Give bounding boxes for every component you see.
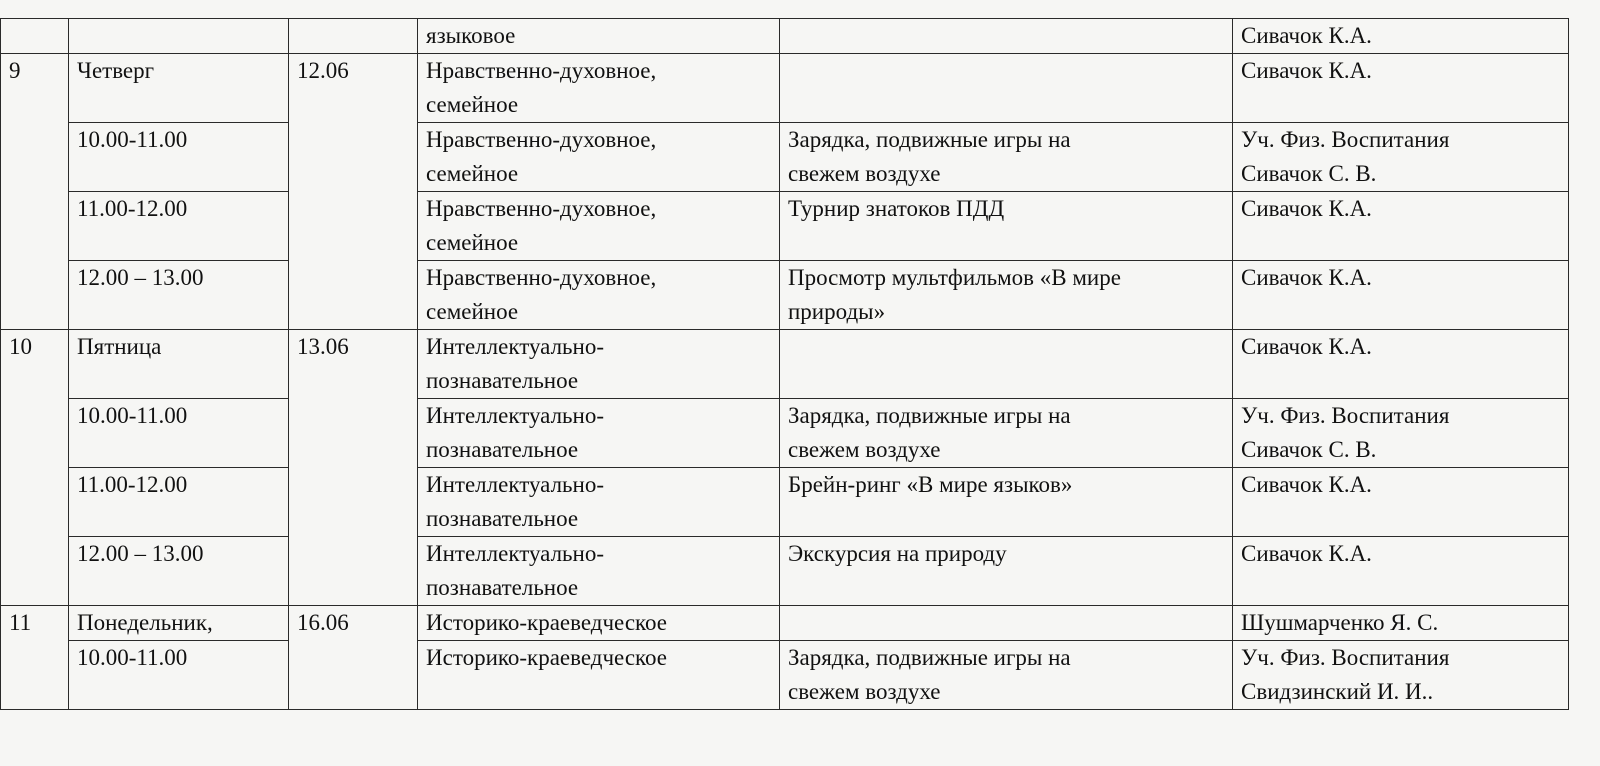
responsible-line: Уч. Физ. Воспитания bbox=[1241, 403, 1450, 428]
schedule-table-body bbox=[1, 19, 1569, 710]
direction-line: семейное bbox=[426, 92, 519, 117]
responsible-cell bbox=[1233, 261, 1569, 330]
date-cell: 12.06 bbox=[289, 54, 418, 123]
responsible-line: Сивачок С. В. bbox=[1241, 161, 1377, 186]
event-cell bbox=[780, 330, 1233, 399]
event-line: свежем воздухе bbox=[788, 679, 941, 704]
row-number-cell bbox=[1, 641, 69, 710]
day-time-cell: 11.00-12.00 bbox=[69, 468, 289, 537]
direction-line: Интеллектуально- bbox=[426, 403, 605, 428]
direction-line: Нравственно-духовное, bbox=[426, 196, 657, 221]
responsible-line: Шушмарченко Я. С. bbox=[1241, 610, 1439, 635]
responsible-cell bbox=[1233, 399, 1569, 468]
direction-cell bbox=[418, 468, 780, 537]
event-line: Зарядка, подвижные игры на bbox=[788, 645, 1071, 670]
responsible-line: Сивачок К.А. bbox=[1241, 541, 1372, 566]
direction-line: Нравственно-духовное, bbox=[426, 58, 657, 83]
date-cell bbox=[289, 19, 418, 54]
responsible-line: Сивачок К.А. bbox=[1241, 265, 1372, 290]
event-line: свежем воздухе bbox=[788, 161, 941, 186]
responsible-line: Сивачок К.А. bbox=[1241, 23, 1372, 48]
row-number-cell bbox=[1, 537, 69, 606]
direction-line: Нравственно-духовное, bbox=[426, 265, 657, 290]
direction-line: Историко-краеведческое bbox=[426, 645, 668, 670]
date-cell bbox=[289, 261, 418, 330]
event-cell bbox=[780, 399, 1233, 468]
responsible-cell bbox=[1233, 330, 1569, 399]
direction-cell bbox=[418, 606, 780, 641]
direction-cell bbox=[418, 537, 780, 606]
direction-line: семейное bbox=[426, 299, 519, 324]
event-cell bbox=[780, 641, 1233, 710]
day-time-cell: Пятница bbox=[69, 330, 289, 399]
date-cell bbox=[289, 537, 418, 606]
table-row bbox=[1, 261, 1569, 330]
row-number-cell bbox=[1, 19, 69, 54]
event-line: Зарядка, подвижные игры на bbox=[788, 403, 1071, 428]
responsible-line: Сивачок К.А. bbox=[1241, 334, 1372, 359]
table-row bbox=[1, 606, 1569, 641]
date-cell: 13.06 bbox=[289, 330, 418, 399]
event-line: Турнир знатоков ПДД bbox=[788, 196, 1005, 221]
day-time-cell: Четверг bbox=[69, 54, 289, 123]
responsible-cell bbox=[1233, 123, 1569, 192]
event-line: Брейн-ринг «В мире языков» bbox=[788, 472, 1073, 497]
date-cell bbox=[289, 641, 418, 710]
direction-line: познавательное bbox=[426, 575, 579, 600]
date-cell bbox=[289, 123, 418, 192]
direction-line: познавательное bbox=[426, 506, 579, 531]
responsible-line: Уч. Физ. Воспитания bbox=[1241, 127, 1450, 152]
row-number-cell bbox=[1, 399, 69, 468]
responsible-cell bbox=[1233, 468, 1569, 537]
responsible-cell bbox=[1233, 54, 1569, 123]
direction-line: Интеллектуально- bbox=[426, 334, 605, 359]
responsible-cell bbox=[1233, 537, 1569, 606]
row-number-cell bbox=[1, 261, 69, 330]
direction-line: Интеллектуально- bbox=[426, 472, 605, 497]
responsible-cell bbox=[1233, 192, 1569, 261]
direction-line: Интеллектуально- bbox=[426, 541, 605, 566]
row-number-cell bbox=[1, 123, 69, 192]
responsible-line: Сивачок К.А. bbox=[1241, 472, 1372, 497]
direction-cell bbox=[418, 330, 780, 399]
direction-cell bbox=[418, 399, 780, 468]
responsible-cell bbox=[1233, 19, 1569, 54]
event-line: свежем воздухе bbox=[788, 437, 941, 462]
day-time-cell: 12.00 – 13.00 bbox=[69, 537, 289, 606]
date-cell bbox=[289, 192, 418, 261]
table-row bbox=[1, 19, 1569, 54]
table-row bbox=[1, 330, 1569, 399]
event-cell bbox=[780, 261, 1233, 330]
event-cell bbox=[780, 606, 1233, 641]
event-cell bbox=[780, 468, 1233, 537]
event-line: Просмотр мультфильмов «В мире bbox=[788, 265, 1121, 290]
direction-cell bbox=[418, 19, 780, 54]
responsible-line: Сивачок С. В. bbox=[1241, 437, 1377, 462]
responsible-line: Сивачок К.А. bbox=[1241, 58, 1372, 83]
event-cell bbox=[780, 54, 1233, 123]
direction-line: познавательное bbox=[426, 437, 579, 462]
table-row bbox=[1, 54, 1569, 123]
event-cell bbox=[780, 537, 1233, 606]
day-time-cell: 12.00 – 13.00 bbox=[69, 261, 289, 330]
row-number-cell bbox=[1, 468, 69, 537]
direction-line: семейное bbox=[426, 161, 519, 186]
direction-line: познавательное bbox=[426, 368, 579, 393]
direction-line: языковое bbox=[426, 23, 516, 48]
day-time-cell: Понедельник, bbox=[69, 606, 289, 641]
row-number-cell: 10 bbox=[1, 330, 69, 399]
row-number-cell bbox=[1, 192, 69, 261]
direction-cell bbox=[418, 123, 780, 192]
table-row bbox=[1, 123, 1569, 192]
table-row bbox=[1, 641, 1569, 710]
direction-line: Нравственно-духовное, bbox=[426, 127, 657, 152]
direction-cell bbox=[418, 192, 780, 261]
responsible-cell bbox=[1233, 606, 1569, 641]
table-row bbox=[1, 399, 1569, 468]
event-line: природы» bbox=[788, 299, 886, 324]
responsible-cell bbox=[1233, 641, 1569, 710]
direction-line: Историко-краеведческое bbox=[426, 610, 668, 635]
row-number-cell: 9 bbox=[1, 54, 69, 123]
table-row bbox=[1, 537, 1569, 606]
schedule-table bbox=[0, 18, 1569, 710]
direction-cell bbox=[418, 261, 780, 330]
row-number-cell: 11 bbox=[1, 606, 69, 641]
table-row bbox=[1, 192, 1569, 261]
table-row bbox=[1, 468, 1569, 537]
day-time-cell: 10.00-11.00 bbox=[69, 123, 289, 192]
date-cell bbox=[289, 468, 418, 537]
event-line: Экскурсия на природу bbox=[788, 541, 1007, 566]
day-time-cell: 10.00-11.00 bbox=[69, 641, 289, 710]
direction-cell bbox=[418, 54, 780, 123]
responsible-line: Сивачок К.А. bbox=[1241, 196, 1372, 221]
day-time-cell bbox=[69, 19, 289, 54]
direction-cell bbox=[418, 641, 780, 710]
day-time-cell: 11.00-12.00 bbox=[69, 192, 289, 261]
direction-line: семейное bbox=[426, 230, 519, 255]
event-line: Зарядка, подвижные игры на bbox=[788, 127, 1071, 152]
event-cell bbox=[780, 19, 1233, 54]
event-cell bbox=[780, 123, 1233, 192]
date-cell: 16.06 bbox=[289, 606, 418, 641]
date-cell bbox=[289, 399, 418, 468]
event-cell bbox=[780, 192, 1233, 261]
responsible-line: Свидзинский И. И.. bbox=[1241, 679, 1434, 704]
day-time-cell: 10.00-11.00 bbox=[69, 399, 289, 468]
responsible-line: Уч. Физ. Воспитания bbox=[1241, 645, 1450, 670]
